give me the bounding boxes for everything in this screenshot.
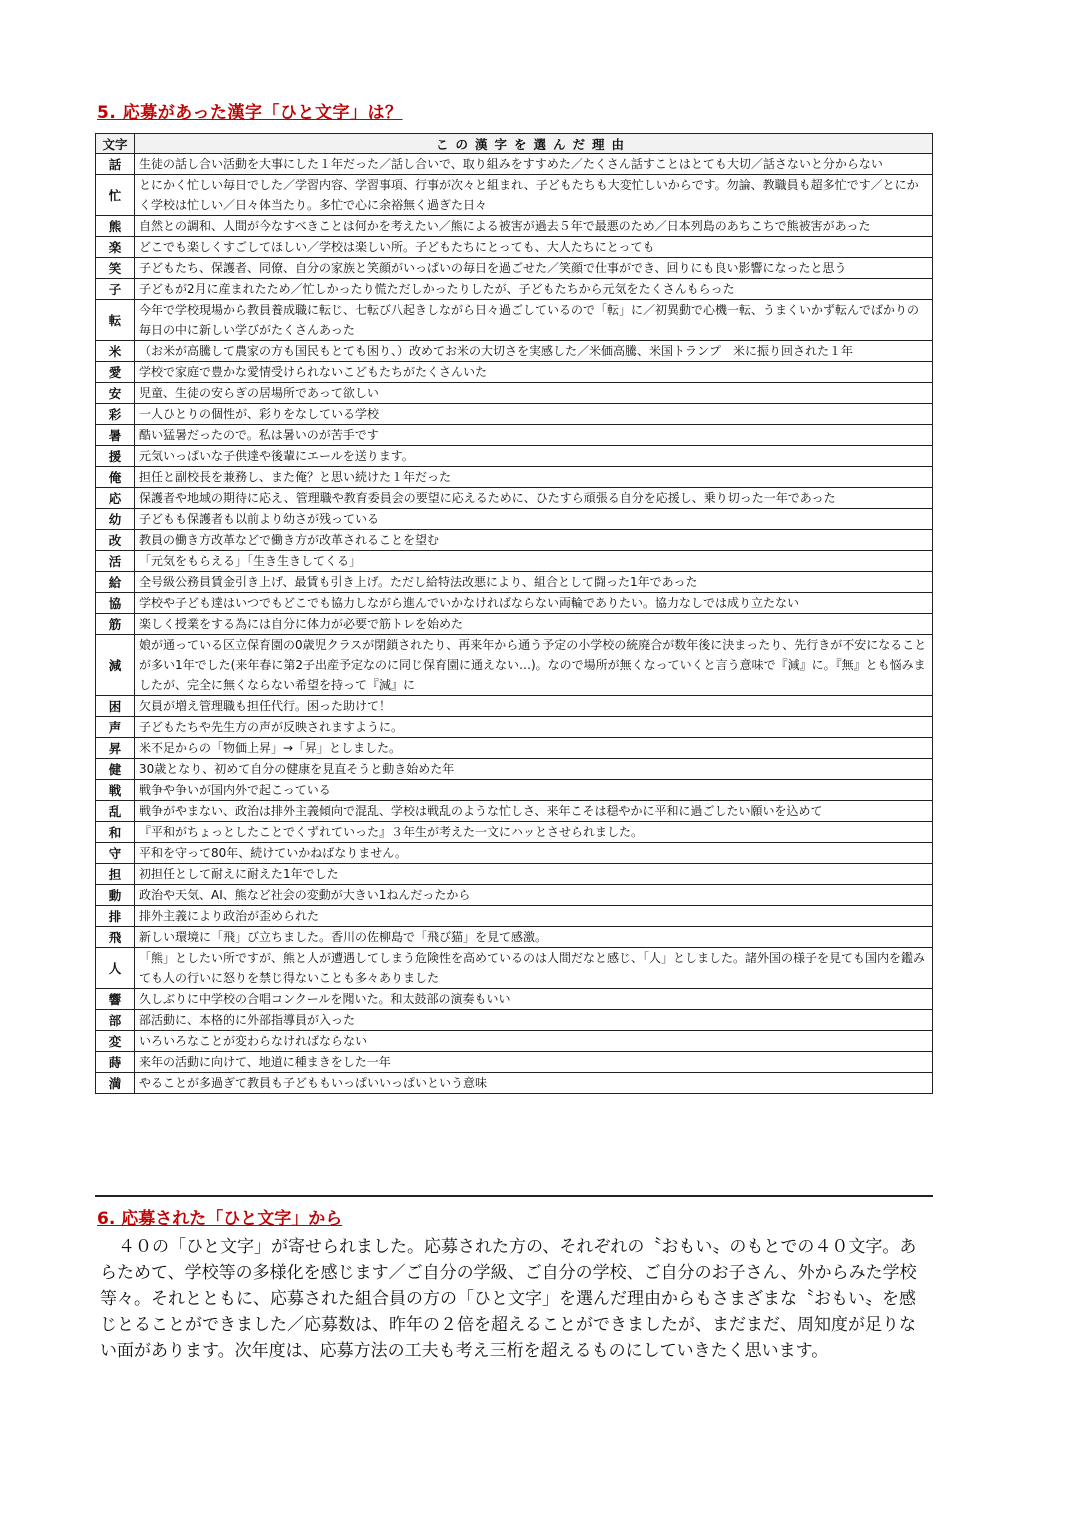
- kanji-char: 動: [96, 885, 135, 906]
- kanji-reason: 保護者や地域の期待に応え、管理職や教育委員会の要望に応えるために、ひたすら頑張る自分を応援し、乗り切った一年であった: [135, 488, 933, 509]
- table-row: [96, 1010, 933, 1031]
- kanji-char: 応: [96, 488, 135, 509]
- table-row: [96, 572, 933, 593]
- table-row: [96, 362, 933, 383]
- kanji-char: 楽: [96, 237, 135, 258]
- table-row: [96, 738, 933, 759]
- table-row: [96, 864, 933, 885]
- kanji-char: 協: [96, 593, 135, 614]
- kanji-reason: 教員の働き方改革などで働き方が改革されることを望む: [135, 530, 933, 551]
- kanji-reason: いろいろなことが変わらなければならない: [135, 1031, 933, 1052]
- kanji-char: 給: [96, 572, 135, 593]
- kanji-reason: 担任と副校長を兼務し、また俺？と思い続けた１年だった: [135, 467, 933, 488]
- section6-title: 6. 応募された「ひと文字」から: [97, 1209, 343, 1229]
- kanji-char: 米: [96, 341, 135, 362]
- table-row: [96, 822, 933, 843]
- kanji-char: 俺: [96, 467, 135, 488]
- kanji-char: 和: [96, 822, 135, 843]
- kanji-reason: 「熊」としたい所ですが、熊と人が遭遇してしまう危険性を高めているのは人間だなと感じ、「人」としました。諸外国の様子を見ても国内を鑑みても人の行いに怒りを禁じ得ないことも多々ありました: [135, 948, 933, 989]
- table-row: [96, 488, 933, 509]
- kanji-char: 困: [96, 696, 135, 717]
- kanji-char: 担: [96, 864, 135, 885]
- kanji-reason: 排外主義により政治が歪められた: [135, 906, 933, 927]
- section5-title: 5. 応募があった漢字「ひと文字」は？: [97, 103, 403, 123]
- kanji-char: 子: [96, 279, 135, 300]
- kanji-char: 飛: [96, 927, 135, 948]
- kanji-reason: 一人ひとりの個性が、彩りをなしている学校: [135, 404, 933, 425]
- kanji-char: 幼: [96, 509, 135, 530]
- table-row: [96, 341, 933, 362]
- table-row: [96, 927, 933, 948]
- table-row: [96, 279, 933, 300]
- kanji-reason: どこでも楽しくすごしてほしい／学校は楽しい所。子どもたちにとっても、大人たちにとっても: [135, 237, 933, 258]
- kanji-reason: 欠員が増え管理職も担任代行。困った助けて！: [135, 696, 933, 717]
- table-row: [96, 593, 933, 614]
- kanji-char: 変: [96, 1031, 135, 1052]
- table-row: [96, 759, 933, 780]
- kanji-reason: 戦争がやまない、政治は排外主義傾向で混乱、学校は戦乱のような忙しさ、来年こそは穏やかに平和に過ごしたい願いを込めて: [135, 801, 933, 822]
- table-header-row: [96, 134, 933, 154]
- table-row: [96, 635, 933, 696]
- kanji-reason: 新しい環境に「飛」び立ちました。香川の佐柳島で「飛び猫」を見て感激。: [135, 927, 933, 948]
- table-body: [96, 154, 933, 1094]
- kanji-reason: 部活動に、本格的に外部指導員が入った: [135, 1010, 933, 1031]
- table-row: [96, 383, 933, 404]
- kanji-reason: 『平和がちょっとしたことでくずれていった』３年生が考えた一文にハッとさせられました。: [135, 822, 933, 843]
- table-row: [96, 989, 933, 1010]
- header-char: 文字: [96, 134, 135, 154]
- kanji-reason: 米不足からの「物価上昇」→「昇」としました。: [135, 738, 933, 759]
- table-row: [96, 614, 933, 635]
- kanji-reason: （お米が高騰して農家の方も国民もとても困り、）改めてお米の大切さを実感した／米価高騰、米国トランプ 米に振り回された１年: [135, 341, 933, 362]
- kanji-reason: 30歳となり、初めて自分の健康を見直そうと動き始めた年: [135, 759, 933, 780]
- header-reason: この漢字を選んだ理由: [135, 134, 933, 154]
- kanji-table: [95, 133, 933, 1094]
- kanji-char: 蒔: [96, 1052, 135, 1073]
- kanji-reason: 今年で学校現場から教員養成職に転じ、七転び八起きしながら日々過ごしているので「転」に／初異動で心機一転、うまくいかず転んでばかりの毎日の中に新しい学びがたくさんあった: [135, 300, 933, 341]
- kanji-reason: 娘が通っている区立保育園の0歳児クラスが閉鎖されたり、再来年から通う予定の小学校の統廃合が数年後に決まったり、先行きが不安になることが多い1年でした(来年春に第2子出産予定なのに同じ保育園に通えない…)。なので場所が無くなっていくと言う意味で『減』に。『無』とも悩みましたが、完全に無くならない希望を持って『減』に: [135, 635, 933, 696]
- table-row: [96, 467, 933, 488]
- table-row: [96, 237, 933, 258]
- kanji-char: 排: [96, 906, 135, 927]
- table-row: [96, 509, 933, 530]
- kanji-char: 乱: [96, 801, 135, 822]
- kanji-char: 暑: [96, 425, 135, 446]
- kanji-char: 声: [96, 717, 135, 738]
- kanji-char: 熊: [96, 216, 135, 237]
- kanji-reason: 子どもも保護者も以前より幼さが残っている: [135, 509, 933, 530]
- kanji-char: 忙: [96, 175, 135, 216]
- kanji-reason: 平和を守って80年、続けていかねばなりません。: [135, 843, 933, 864]
- kanji-reason: 政治や天気、AI、熊など社会の変動が大きい1ねんだったから: [135, 885, 933, 906]
- kanji-char: 戦: [96, 780, 135, 801]
- table-row: [96, 446, 933, 467]
- section-divider: [95, 1195, 933, 1197]
- table-row: [96, 154, 933, 175]
- kanji-reason: 戦争や争いが国内外で起こっている: [135, 780, 933, 801]
- kanji-char: 満: [96, 1073, 135, 1094]
- kanji-reason: 久しぶりに中学校の合唱コンクールを聞いた。和太鼓部の演奏もいい: [135, 989, 933, 1010]
- kanji-reason: 学校で家庭で豊かな愛情受けられないこどもたちがたくさんいた: [135, 362, 933, 383]
- table-row: [96, 425, 933, 446]
- table-row: [96, 258, 933, 279]
- table-row: [96, 404, 933, 425]
- kanji-char: 活: [96, 551, 135, 572]
- table-row: [96, 906, 933, 927]
- kanji-char: 響: [96, 989, 135, 1010]
- table-row: [96, 948, 933, 989]
- kanji-char: 安: [96, 383, 135, 404]
- kanji-char: 援: [96, 446, 135, 467]
- kanji-reason: 楽しく授業をする為には自分に体力が必要で筋トレを始めた: [135, 614, 933, 635]
- table-row: [96, 780, 933, 801]
- table-row: [96, 843, 933, 864]
- table-row: [96, 530, 933, 551]
- summary-paragraph: ４０の「ひと文字」が寄せられました。応募された方の、それぞれの〝おもい〟のもとでの４０文字。あらためて、学校等の多様化を感じます／ご自分の学級、ご自分の学校、ご自分のお子さん、外からみた学校等々。それとともに、応募された組合員の方の「ひと文字」を選んだ理由からもさまざまな〝おもい〟を感じとることができました／応募数は、昨年の２倍を超えることができましたが、まだまだ、周知度が足りない面があります。次年度は、応募方法の工夫も考え三桁を超えるものにしていきたく思います。: [100, 1237, 917, 1361]
- table-row: [96, 1073, 933, 1094]
- kanji-char: 愛: [96, 362, 135, 383]
- kanji-reason: 自然との調和、人間が今なすべきことは何かを考えたい／熊による被害が過去５年で最悪のため／日本列島のあちこちで熊被害があった: [135, 216, 933, 237]
- table-row: [96, 1031, 933, 1052]
- table-row: [96, 717, 933, 738]
- table-row: [96, 1052, 933, 1073]
- kanji-reason: やることが多過ぎて教員も子どももいっぱいいっぱいという意味: [135, 1073, 933, 1094]
- table-row: [96, 300, 933, 341]
- kanji-reason: 全号級公務員賃金引き上げ、最賃も引き上げ。ただし給特法改悪により、組合として闘った1年であった: [135, 572, 933, 593]
- kanji-char: 昇: [96, 738, 135, 759]
- kanji-reason: 酷い猛暑だったので。私は暑いのが苦手です: [135, 425, 933, 446]
- kanji-char: 人: [96, 948, 135, 989]
- kanji-reason: 「元気をもらえる」「生き生きしてくる」: [135, 551, 933, 572]
- kanji-reason: 来年の活動に向けて、地道に種まきをした一年: [135, 1052, 933, 1073]
- table-row: [96, 696, 933, 717]
- kanji-char: 健: [96, 759, 135, 780]
- table-row: [96, 885, 933, 906]
- kanji-reason: 子どもたちや先生方の声が反映されますように。: [135, 717, 933, 738]
- kanji-reason: 子どもが2月に産まれたため／忙しかったり慌ただしかったりしたが、子どもたちから元気をたくさんもらった: [135, 279, 933, 300]
- kanji-reason: 子どもたち、保護者、同僚、自分の家族と笑顔がいっぱいの毎日を過ごせた／笑顔で仕事ができ、回りにも良い影響になったと思う: [135, 258, 933, 279]
- kanji-reason: 初担任として耐えに耐えた1年でした: [135, 864, 933, 885]
- table-row: [96, 216, 933, 237]
- kanji-char: 減: [96, 635, 135, 696]
- table-row: [96, 801, 933, 822]
- kanji-char: 笑: [96, 258, 135, 279]
- kanji-reason: 児童、生徒の安らぎの居場所であって欲しい: [135, 383, 933, 404]
- kanji-reason: 学校や子ども達はいつでもどこでも協力しながら進んでいかなければならない両輪でありたい。協力なしでは成り立たない: [135, 593, 933, 614]
- kanji-char: 話: [96, 154, 135, 175]
- kanji-char: 改: [96, 530, 135, 551]
- kanji-reason: 元気いっぱいな子供達や後輩にエールを送ります。: [135, 446, 933, 467]
- kanji-reason: とにかく忙しい毎日でした／学習内容、学習事項、行事が次々と組まれ、子どもたちも大変忙しいからです。勿論、教職員も超多忙です／とにかく学校は忙しい／日々体当たり。多忙で心に余裕無く過ぎた日々: [135, 175, 933, 216]
- kanji-char: 転: [96, 300, 135, 341]
- table-row: [96, 175, 933, 216]
- kanji-char: 部: [96, 1010, 135, 1031]
- kanji-char: 筋: [96, 614, 135, 635]
- table-row: [96, 551, 933, 572]
- kanji-char: 彩: [96, 404, 135, 425]
- kanji-reason: 生徒の話し合い活動を大事にした１年だった／話し合いで、取り組みをすすめた／たくさん話すことはとても大切／話さないと分からない: [135, 154, 933, 175]
- kanji-char: 守: [96, 843, 135, 864]
